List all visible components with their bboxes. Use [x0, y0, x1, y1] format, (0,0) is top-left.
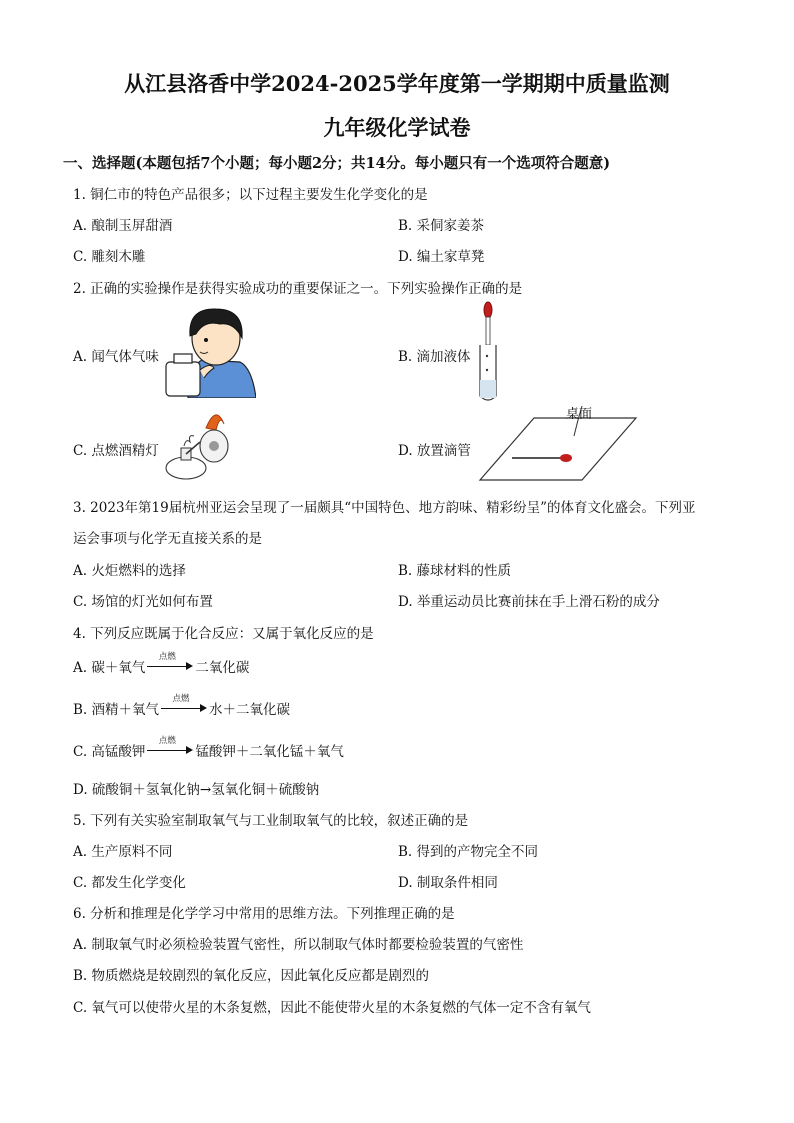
q2-option-b: B. 滴加液体	[398, 349, 471, 365]
q4-b-reactants: B. 酒精＋氧气	[73, 702, 160, 718]
desk-label: 桌面	[566, 407, 593, 422]
q2-stem: 2. 正确的实验操作是获得实验成功的重要保证之一。下列实验操作正确的是	[73, 281, 523, 297]
q1-stem: 1. 铜仁市的特色产品很多；以下过程主要发生化学变化的是	[73, 187, 428, 203]
q3-option-b: B. 藤球材料的性质	[398, 563, 512, 579]
q2-option-a: A. 闻气体气味	[73, 349, 159, 365]
q1-option-b: B. 采侗家姜茶	[398, 218, 485, 234]
alcohol-lamp-illustration	[162, 406, 238, 484]
q5-option-d: D. 制取条件相同	[398, 875, 498, 891]
q4-option-a	[73, 652, 250, 676]
reaction-arrow: 点燃	[147, 661, 193, 671]
q6-option-b: B. 物质燃烧是较剧烈的氧化反应，因此氧化反应都是剧烈的	[73, 968, 430, 984]
exam-subtitle: 九年级化学试卷	[323, 115, 471, 140]
smelling-gas-illustration	[160, 300, 256, 398]
q4-a-reactants: A. 碳＋氧气	[73, 660, 146, 676]
q3-option-c: C. 场馆的灯光如何布置	[73, 594, 213, 610]
q4-option-c	[73, 736, 344, 760]
q1-option-a: A. 酿制玉屏甜酒	[73, 218, 173, 234]
reaction-arrow: 点燃	[161, 703, 207, 713]
q4-a-products: 二氧化碳	[195, 660, 250, 676]
exam-title: 从江县洛香中学2024-2025学年度第一学期期中质量监测	[124, 71, 670, 96]
section-heading: 一、选择题(本题包括7个小题；每小题2分；共14分。每小题只有一个选项符合题意)	[63, 155, 611, 172]
q4-c-products: 锰酸钾＋二氧化锰＋氧气	[195, 744, 344, 760]
q4-b-products: 水＋二氧化碳	[209, 702, 291, 718]
q5-stem: 5. 下列有关实验室制取氧气与工业制取氧气的比较，叙述正确的是	[73, 813, 469, 829]
q6-option-c: C. 氧气可以使带火星的木条复燃，因此不能使带火星的木条复燃的气体一定不含有氧气	[73, 1000, 591, 1016]
reaction-arrow: 点燃	[147, 745, 193, 755]
q6-stem: 6. 分析和推理是化学学习中常用的思维方法。下列推理正确的是	[73, 906, 455, 922]
q3-option-a: A. 火炬燃料的选择	[73, 563, 186, 579]
q3-stem-line1: 3. 2023年第19届杭州亚运会呈现了一届颇具“中国特色、地方韵味、精彩纷呈”的体育文化盛会。下列亚	[73, 500, 696, 516]
q1-option-d: D. 编土家草凳	[398, 249, 485, 265]
q1-option-c: C. 雕刻木雕	[73, 249, 146, 265]
q3-stem-line2: 运会事项与化学无直接关系的是	[73, 531, 262, 547]
q5-option-c: C. 都发生化学变化	[73, 875, 186, 891]
q4-c-reactants: C. 高锰酸钾	[73, 744, 146, 760]
q2-option-d: D. 放置滴管	[398, 443, 471, 459]
q2-option-c: C. 点燃酒精灯	[73, 443, 159, 459]
q4-option-b	[73, 694, 291, 718]
q6-option-a: A. 制取氧气时必须检验装置气密性，所以制取气体时都要检验装置的气密性	[73, 937, 524, 953]
q5-option-a: A. 生产原料不同	[73, 844, 173, 860]
dropper-on-desk-illustration	[478, 402, 638, 482]
q4-stem: 4. 下列反应既属于化合反应：又属于氧化反应的是	[73, 626, 374, 642]
q4-option-d: D. 硫酸铜＋氢氧化钠→氢氧化铜＋硫酸钠	[73, 782, 320, 798]
dropper-test-tube-illustration	[470, 300, 506, 406]
q5-option-b: B. 得到的产物完全不同	[398, 844, 539, 860]
q3-option-d: D. 举重运动员比赛前抹在手上滑石粉的成分	[398, 594, 660, 610]
